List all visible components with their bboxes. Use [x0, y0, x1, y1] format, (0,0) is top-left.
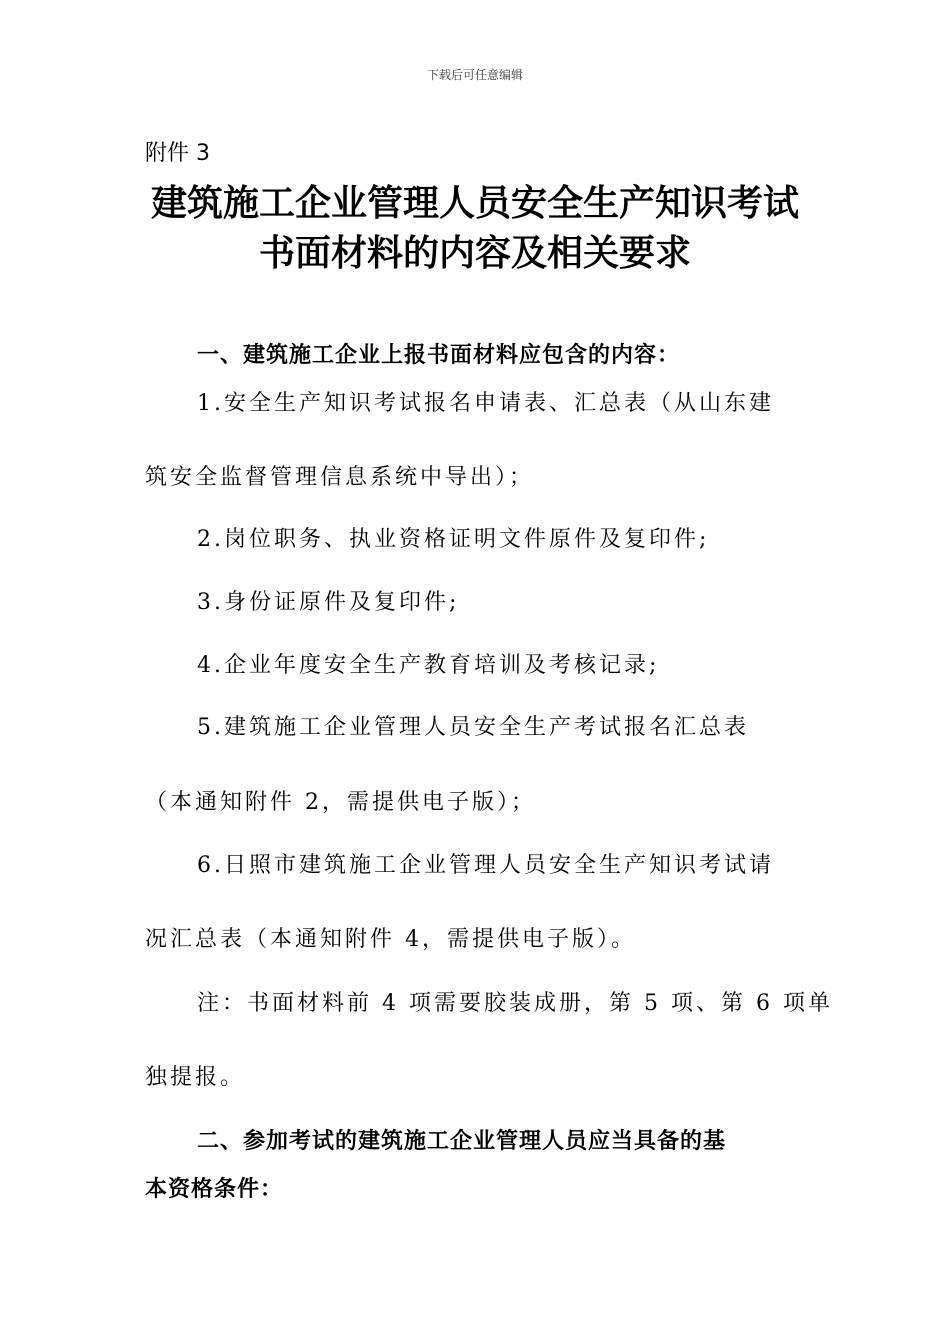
item4: 4.企业年度安全生产教育培训及考核记录; — [197, 653, 660, 678]
note-line1: 注：书面材料前 4 项需要胶装成册，第 5 项、第 6 项单 — [197, 991, 833, 1016]
item1-line1: 1.安全生产知识考试报名申请表、汇总表（从山东建 — [197, 391, 774, 416]
item5-line1: 5.建筑施工企业管理人员安全生产考试报名汇总表 — [197, 715, 749, 740]
item2: 2.岗位职务、执业资格证明文件原件及复印件; — [197, 527, 710, 552]
header-note: 下载后可任意编辑 — [426, 68, 523, 82]
section2-heading-line1: 二、参加考试的建筑施工企业管理人员应当具备的基 — [197, 1129, 727, 1154]
document-title-line1: 建筑施工企业管理人员安全生产知识考试 — [150, 182, 799, 224]
item6-line2: 况汇总表（本通知附件 4，需提供电子版）。 — [145, 927, 636, 952]
item3: 3.身份证原件及复印件; — [197, 590, 460, 615]
document-title-line2: 书面材料的内容及相关要求 — [258, 232, 691, 274]
item1-line2: 筑安全监督管理信息系统中导出）； — [145, 465, 535, 490]
section1-heading: 一、建筑施工企业上报书面材料应包含的内容： — [197, 343, 681, 368]
item5-line2: （本通知附件 2，需提供电子版）； — [145, 790, 536, 815]
section2-heading-line2: 本资格条件： — [145, 1177, 284, 1202]
attachment-label: 附件 3 — [145, 141, 210, 166]
note-line2: 独提报。 — [145, 1065, 246, 1090]
item6-line1: 6.日照市建筑施工企业管理人员安全生产知识考试请 — [197, 853, 774, 878]
